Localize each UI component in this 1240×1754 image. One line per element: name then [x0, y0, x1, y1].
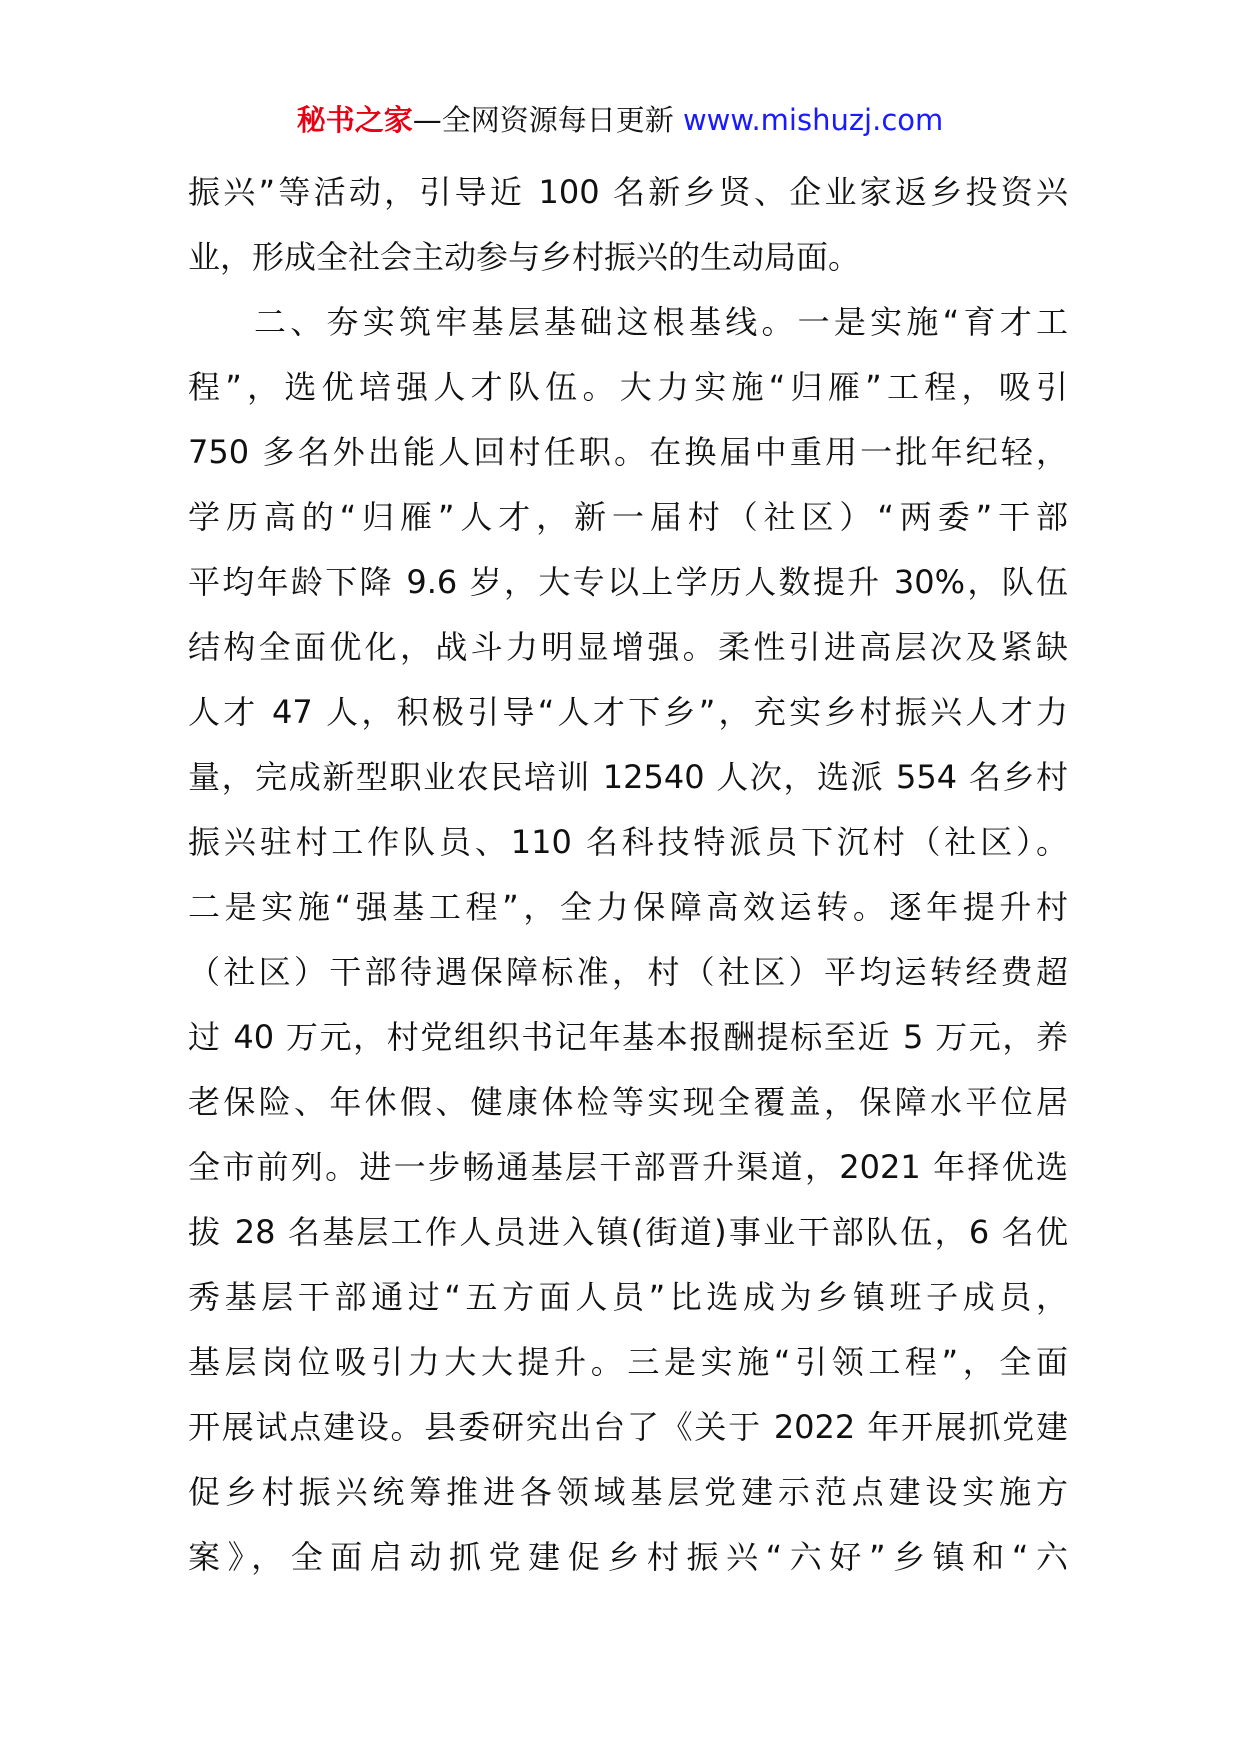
text-line: 基层岗位吸引力大大提升。三是实施“引领工程”，全面 — [188, 1343, 1068, 1381]
text-line: 老保险、年休假、健康体检等实现全覆盖，保障水平位居 — [188, 1083, 1068, 1121]
text-line: 过 40 万元，村党组织书记年基本报酬提标至近 5 万元，养 — [188, 1018, 1068, 1056]
text-line: （社区）干部待遇保障标准，村（社区）平均运转经费超 — [188, 953, 1068, 991]
text-line: 振兴驻村工作队员、110 名科技特派员下沉村（社区）。 — [188, 823, 1068, 861]
text-line: 案》，全面启动抓党建促乡村振兴“六好”乡镇和“六 — [188, 1538, 1068, 1576]
text-line: 平均年龄下降 9.6 岁，大专以上学历人数提升 30%，队伍 — [188, 563, 1068, 601]
site-brand: 秘书之家 — [296, 103, 413, 137]
site-header — [0, 100, 1240, 140]
text-line: 量，完成新型职业农民培训 12540 人次，选派 554 名乡村 — [188, 758, 1068, 796]
site-tagline: —全网资源每日更新 — [412, 103, 674, 137]
text-line: 业，形成全社会主动参与乡村振兴的生动局面。 — [188, 238, 861, 276]
text-line: 振兴”等活动，引导近 100 名新乡贤、企业家返乡投资兴 — [188, 173, 1068, 211]
text-line: 人才 47 人，积极引导“人才下乡”，充实乡村振兴人才力 — [188, 693, 1068, 731]
text-line: 结构全面优化，战斗力明显增强。柔性引进高层次及紧缺 — [188, 628, 1068, 666]
document-body — [188, 160, 1068, 1590]
text-line: 二、夯实筑牢基层基础这根基线。一是实施“育才工 — [254, 303, 1068, 341]
text-line: 二是实施“强基工程”，全力保障高效运转。逐年提升村 — [188, 888, 1068, 926]
text-line: 开展试点建设。县委研究出台了《关于 2022 年开展抓党建 — [188, 1408, 1068, 1446]
text-line: 拔 28 名基层工作人员进入镇(街道)事业干部队伍，6 名优 — [188, 1213, 1068, 1251]
text-line: 全市前列。进一步畅通基层干部晋升渠道，2021 年择优选 — [188, 1148, 1068, 1186]
text-line: 程”，选优培强人才队伍。大力实施“归雁”工程，吸引 — [188, 368, 1068, 406]
text-line: 学历高的“归雁”人才，新一届村（社区）“两委”干部 — [188, 498, 1068, 536]
text-line: 秀基层干部通过“五方面人员”比选成为乡镇班子成员， — [188, 1278, 1068, 1316]
text-line: 750 多名外出能人回村任职。在换届中重用一批年纪轻， — [188, 433, 1068, 471]
site-url-link[interactable]: www.mishuzj.com — [682, 103, 944, 137]
text-line: 促乡村振兴统筹推进各领域基层党建示范点建设实施方 — [188, 1473, 1068, 1511]
